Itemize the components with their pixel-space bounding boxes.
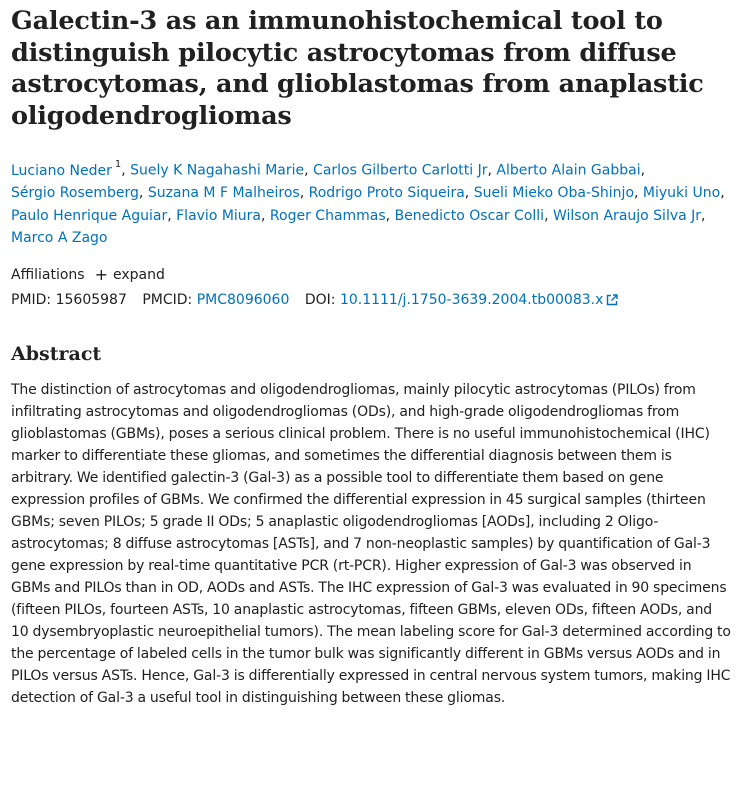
affiliations-expand-button[interactable] — [95, 264, 165, 286]
abstract-heading: Abstract — [11, 342, 102, 365]
abstract-body: The distinction of astrocytomas and oligodendrogliomas, mainly pilocytic astrocytomas (PILOs) from infiltrating astrocytomas and oligodendrogliomas (ODs), and high-grade oligodendrogliomas from glioblastomas (GBMs), poses a serious clinical problem. There is no useful immunohistochemical (IHC) marker to differentiate these gliomas, and sometimes the differential diagnosis between them is arbitrary. We identified galectin-3 (Gal-3) as a possible tool to differentiate them based on gene expression profiles of GBMs. We confirmed the differential expression in 45 surgical samples (thirteen GBMs; seven PILOs; 5 grade II ODs; 5 anaplastic oligodendrogliomas [AODs], including 2 Oligo-astrocytomas; 8 diffuse astrocytomas [ASTs], and 7 non-neoplastic samples) by quantification of Gal-3 gene expression by real-time quantitative PCR (rt-PCR). Higher expression of Gal-3 was observed in GBMs and PILOs than in OD, AODs and ASTs. The IHC expression of Gal-3 was evaluated in 90 specimens (fifteen PILOs, fourteen ASTs, 10 anaplastic astrocytomas, fifteen GBMs, eleven ODs, fifteen AODs, and 10 dysembryoplastic neuroepithelial tumors). The mean labeling score for Gal-3 determined according to the percentage of labeled cells in the tumor bulk was significantly different in GBMs versus AODs and in PILOs versus ASTs. Hence, Gal-3 is differentially expressed in central nervous system tumors, making IHC detection of Gal-3 a useful tool in distinguishing between these gliomas. — [11, 381, 731, 706]
author-link[interactable]: Paulo Henrique Aguiar — [11, 207, 168, 224]
author-link[interactable]: Miyuki Uno — [642, 185, 721, 202]
affiliations-label: Affiliations — [11, 266, 85, 283]
author-link[interactable]: Carlos Gilberto Carlotti Jr — [313, 162, 488, 179]
author-link[interactable]: Wilson Araujo Silva Jr — [552, 207, 702, 224]
author-link[interactable]: Flavio Miura — [176, 207, 262, 224]
doi-link[interactable]: 10.1111/j.1750-3639.2004.tb00083.x — [340, 292, 618, 308]
author-link[interactable]: Marco A Zago — [11, 230, 108, 247]
author-link[interactable]: Sueli Mieko Oba-Shinjo — [473, 185, 635, 202]
pmid-value: 15605987 — [55, 291, 127, 308]
identifiers-row — [11, 290, 731, 310]
doi-label: DOI: — [304, 291, 336, 308]
author-link[interactable]: Roger Chammas — [269, 207, 386, 224]
author-link[interactable]: Sérgio Rosemberg — [11, 185, 139, 202]
author-link[interactable]: Rodrigo Proto Siqueira — [308, 185, 465, 202]
article-title: Galectin-3 as an immunohistochemical tool to distinguish pilocytic astrocytomas from diffuse astrocytomas, and glioblastomas from anaplastic oligodendrogliomas — [11, 6, 704, 131]
pmcid-label: PMCID: — [142, 291, 193, 308]
author-list: Luciano Neder $^1$, Suely K Nagahashi Marie, Carlos Gilberto Carlotti Jr, Alberto Alain Gabbai, Sérgio Rosemberg, Suzana M F Malheiros, Rodrigo Proto Siqueira, Sueli Mieko Oba-Shinjo, Miyuki Uno, Paulo Henrique Aguiar, Flavio Miura, Roger Chammas, Benedicto Oscar Colli, Wilson Araujo Silva Jr, Marco A Zago — [11, 159, 725, 247]
pmcid-link[interactable]: PMC8096060 — [196, 291, 290, 308]
author-link[interactable]: Suely K Nagahashi Marie — [130, 162, 305, 179]
author-link[interactable]: Suzana M F Malheiros — [147, 185, 300, 202]
author-link[interactable]: Alberto Alain Gabbai — [496, 162, 641, 179]
affiliation-superscript[interactable]: 1 — [114, 159, 122, 170]
expand-label: expand — [113, 266, 165, 283]
author-link[interactable]: Luciano Neder $^1$ — [11, 159, 122, 179]
external-link-icon — [606, 294, 618, 306]
affiliations-row — [11, 264, 731, 286]
pmid-label: PMID: — [11, 291, 52, 308]
author-link[interactable]: Benedicto Oscar Colli — [394, 207, 545, 224]
plus-icon: + — [94, 264, 108, 284]
